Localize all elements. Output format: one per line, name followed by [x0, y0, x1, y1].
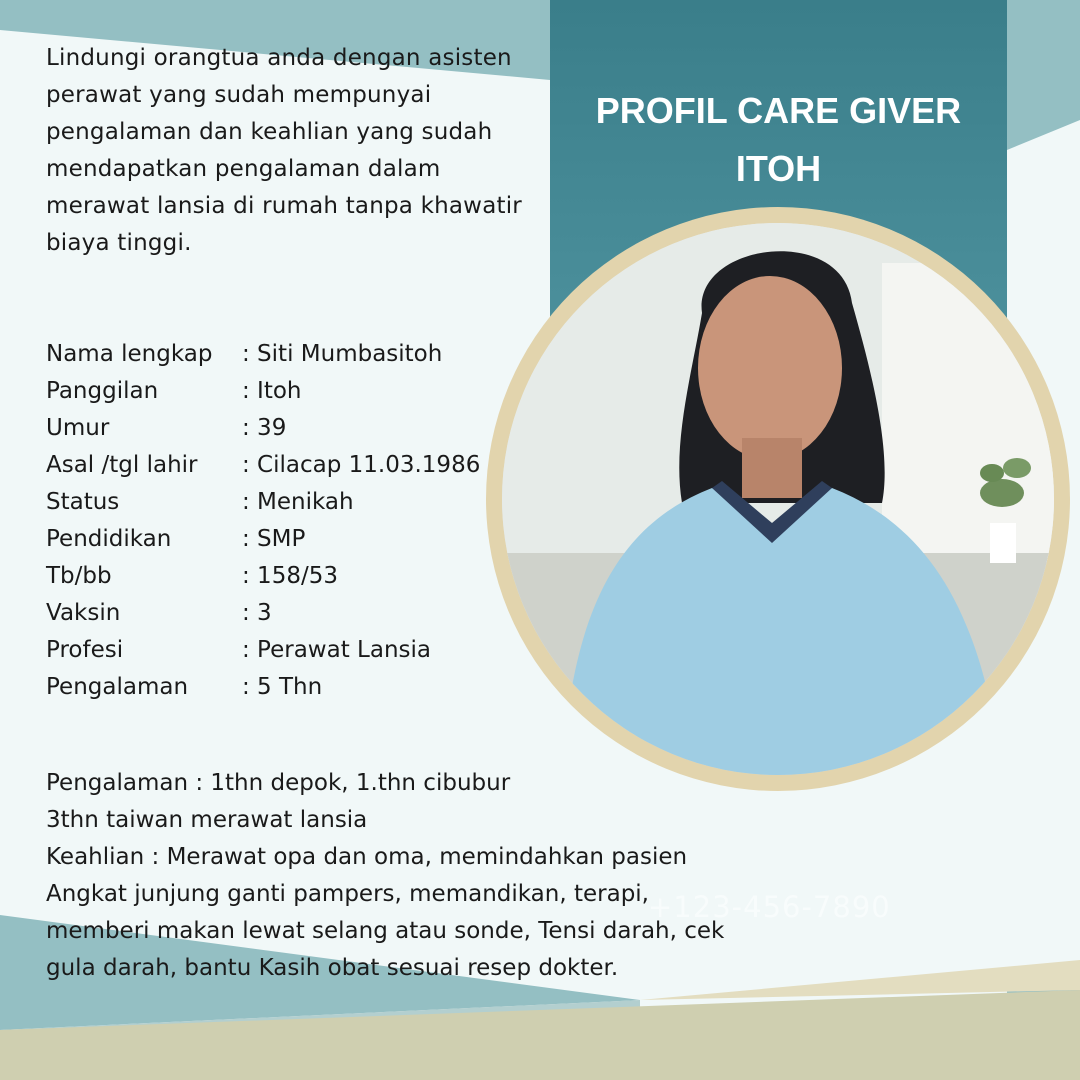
profile-label: Nama lengkap — [46, 341, 213, 367]
caregiver-illustration — [502, 223, 1054, 775]
profile-label: Pendidikan — [46, 526, 172, 552]
profile-row — [46, 410, 480, 447]
details-line: Keahlian : Merawat opa dan oma, memindahkan pasien — [46, 844, 688, 870]
profile-row — [46, 521, 480, 558]
profile-value: : Itoh — [242, 378, 302, 404]
profile-label: Profesi — [46, 637, 124, 663]
intro-line: merawat lansia di rumah tanpa khawatir — [46, 193, 522, 219]
details-line: gula darah, bantu Kasih obat sesuai resep dokter. — [46, 955, 619, 981]
profile-value: : 5 Thn — [242, 674, 323, 700]
profile-value: : SMP — [242, 526, 306, 552]
profile-value: : Perawat Lansia — [242, 637, 431, 663]
title-line: PROFIL CARE GIVER — [595, 90, 962, 131]
profile-row — [46, 595, 480, 632]
profile-row — [46, 447, 480, 484]
profile-label: Pengalaman — [46, 674, 189, 700]
intro-line: Lindungi orangtua anda dengan asisten — [46, 45, 512, 71]
profile-row — [46, 669, 480, 706]
profile-row — [46, 484, 480, 521]
profile-row — [46, 336, 480, 373]
profile-row — [46, 373, 480, 410]
intro-line: mendapatkan pengalaman dalam — [46, 156, 441, 182]
profile-label: Asal /tgl lahir — [46, 452, 198, 478]
profile-value: : Siti Mumbasitoh — [242, 341, 443, 367]
intro-line: pengalaman dan keahlian yang sudah — [46, 119, 493, 145]
intro-text — [46, 40, 566, 262]
profile-label: Umur — [46, 415, 110, 441]
profile-value: : 39 — [242, 415, 287, 441]
intro-line: perawat yang sudah mempunyai — [46, 82, 432, 108]
profile-value: : 3 — [242, 600, 272, 626]
experience-details — [46, 765, 724, 987]
profile-label: Panggilan — [46, 378, 159, 404]
details-line: 3thn taiwan merawat lansia — [46, 807, 368, 833]
phone-number-watermark: +123-456-7890 — [648, 890, 891, 924]
caregiver-photo — [502, 223, 1054, 775]
title-line: ITOH — [735, 148, 822, 189]
profile-value: : Menikah — [242, 489, 354, 515]
profile-table — [46, 336, 480, 706]
profile-label: Vaksin — [46, 600, 121, 626]
page-title — [550, 82, 1007, 198]
details-line: Angkat junjung ganti pampers, memandikan, terapi, — [46, 881, 649, 907]
intro-line: biaya tinggi. — [46, 230, 192, 256]
profile-row — [46, 558, 480, 595]
profile-label: Tb/bb — [46, 563, 112, 589]
details-line: memberi makan lewat selang atau sonde, Tensi darah, cek — [46, 918, 725, 944]
profile-label: Status — [46, 489, 120, 515]
profile-value: : 158/53 — [242, 563, 338, 589]
profile-row — [46, 632, 480, 669]
profile-value: : Cilacap 11.03.1986 — [242, 452, 481, 478]
details-line: Pengalaman : 1thn depok, 1.thn cibubur — [46, 770, 511, 796]
